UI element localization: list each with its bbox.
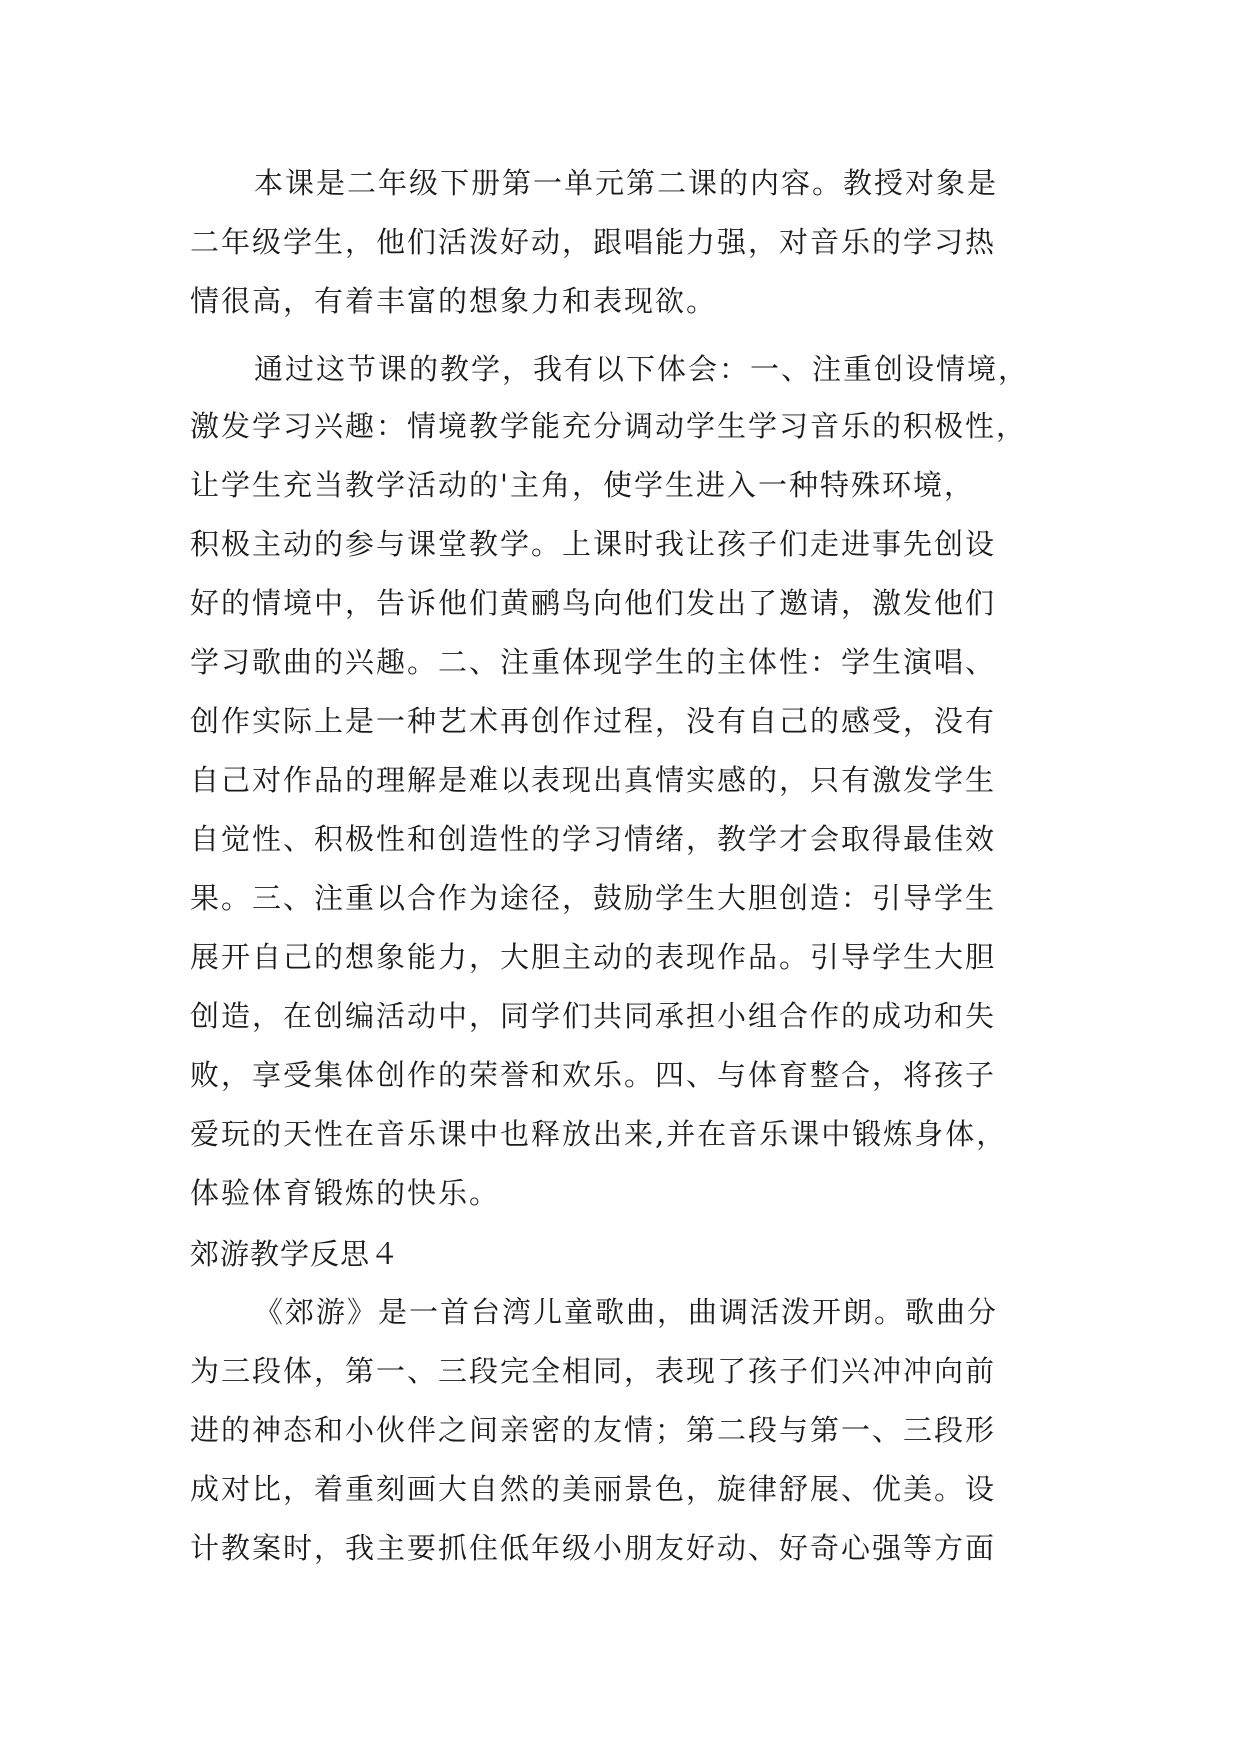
text-line: 二年级学生，他们活泼好动，跟唱能力强，对音乐的学习热 <box>190 225 997 259</box>
text-line: 创造，在创编活动中，同学们共同承担小组合作的成功和失 <box>190 999 997 1033</box>
text-line: 为三段体，第一、三段完全相同，表现了孩子们兴冲冲向前 <box>190 1354 997 1388</box>
text-line: 《郊游》是一首台湾儿童歌曲，曲调活泼开朗。歌曲分 <box>254 1295 999 1329</box>
text-line: 果。三、注重以合作为途径，鼓励学生大胆创造：引导学生 <box>190 881 997 915</box>
text-line: 展开自己的想象能力，大胆主动的表现作品。引导学生大胆 <box>190 940 997 974</box>
text-line: 情很高，有着丰富的想象力和表现欲。 <box>190 284 718 318</box>
text-line: 体验体育锻炼的快乐。 <box>190 1176 501 1210</box>
text-line: 激发学习兴趣：情境教学能充分调动学生学习音乐的积极性， <box>190 409 1028 443</box>
text-line: 进的神态和小伙伴之间亲密的友情；第二段与第一、三段形 <box>190 1413 997 1447</box>
text-line: 自觉性、积极性和创造性的学习情绪，教学才会取得最佳效 <box>190 822 997 856</box>
text-line: 成对比，着重刻画大自然的美丽景色，旋律舒展、优美。设 <box>190 1472 997 1506</box>
text-line: 学习歌曲的兴趣。二、注重体现学生的主体性：学生演唱、 <box>190 645 997 679</box>
text-line: 计教案时，我主要抓住低年级小朋友好动、好奇心强等方面 <box>190 1531 997 1565</box>
text-line: 积极主动的参与课堂教学。上课时我让孩子们走进事先创设 <box>190 527 997 561</box>
text-line: 让学生充当教学活动的'主角，使学生进入一种特殊环境， <box>190 468 975 502</box>
text-line: 败，享受集体创作的荣誉和欢乐。四、与体育整合，将孩子 <box>190 1058 997 1092</box>
text-line: 自己对作品的理解是难以表现出真情实感的，只有激发学生 <box>190 763 997 797</box>
text-line: 通过这节课的教学，我有以下体会：一、注重创设情境， <box>254 352 1030 386</box>
text-line: 好的情境中，告诉他们黄鹂鸟向他们发出了邀请，激发他们 <box>190 586 997 620</box>
section-heading: 郊游教学反思４ <box>190 1237 401 1271</box>
text-line: 本课是二年级下册第一单元第二课的内容。教授对象是 <box>254 166 999 200</box>
text-line: 创作实际上是一种艺术再创作过程，没有自己的感受，没有 <box>190 704 997 738</box>
text-line: 爱玩的天性在音乐课中也释放出来,并在音乐课中锻炼身体， <box>190 1117 1008 1151</box>
